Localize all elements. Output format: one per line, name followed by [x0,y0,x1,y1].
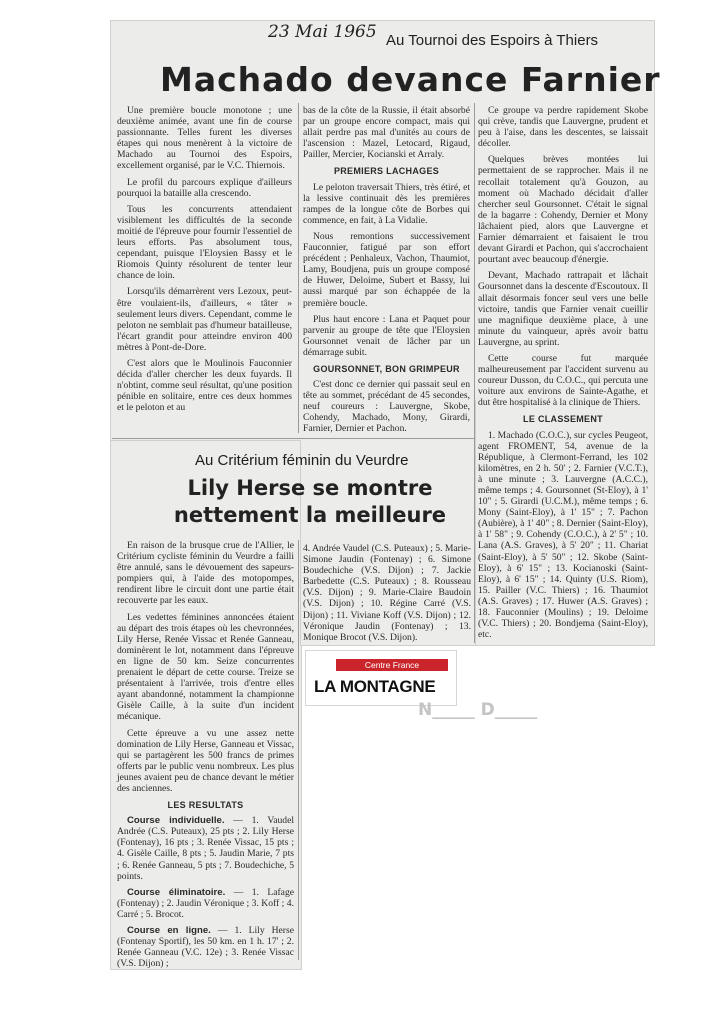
paragraph: Nous remontions successivement Fauconnier, fatigué par son effort précédent ; Penhaleux, Vachon, Thaumiot, Lamy, Boudjena, puis un groupe composé de Huwer, Deloime, Subert et Bassy, lui aussi marqué par son échappée de la première boucle. [303,230,470,309]
column-rule [298,540,299,960]
logo-band: Centre France [336,659,448,671]
subheading-goursonnet: GOURSONNET, BON GRIMPEUR [313,363,460,374]
la-montagne-logo [305,650,457,706]
article2-kicker: Au Critérium féminin du Veurdre [195,452,409,469]
subheading-resultats: LES RESULTATS [167,800,244,811]
paragraph: Ce groupe va perdre rapidement Skobe qui crève, tandis que Lauvergne, prudent et peu à l'aise, dans les descentes, se laissait décoller. [478,105,648,150]
result-label: Course éliminatoire. [127,886,226,898]
handwritten-date: 23 Mai 1965 [268,22,377,42]
column-rule [474,103,475,643]
result-label: Course individuelle. [127,815,225,827]
article2-column-1 [117,540,294,974]
paragraph: bas de la côte de la Russie, il était absorbé par un groupe encore compact, mais qui allait perdre pas mal d'unités au cours de l'ascension : Mazel, Letocard, Rigaud, Pailler, Mercier, Kocianski et Arraly. [303,105,470,161]
classement-results: 1. Machado (C.O.C.), sur cycles Peugeot, agent FROMENT, 54, avenue de la République, à Clermont-Ferrand, les 102 kilomètres, en 2 h. 50' ; 2. Farnier (V.C.T.), à une minute ; 3. Lauvergne (A.C.C.), même temps ; 4. Goursonnet (St-Eloy), à 1' 10" ; 5. Girardi (U.C.M.), même temps ; 6. Mony (Saint-Eloy), à 1' 15" ; 7. Pachon (Aubière), à 1' 40" ; 8. Dernier (Saint-Eloy), à 1' 58" ; 9. Cohendy (C.O.C.), à 2' 5" ; 10. Lana (A.S. Graves), à 5' 20" ; 11. Chariat (Saint-Eloy), à 5' 50" ; 12. Skobe (Saint-Eloy), à 6' 15" ; 13. Kocianoski (Saint-Eloy), à 6' 15" ; 14. Quinty (U.S. Riom), 15. Pailler (V.C. Thiers) ; 16. Thaumiot (A.S. Graves) ; 17. Huwer (A.S. Graves) ; 18. Fauconnier (Moulins) ; 19. Deloime (V.C. Thiers) ; 20. Bondjema (Saint-Eloy), etc. [478,429,648,641]
paragraph: Cette course fut marquée malheureusement par l'accident survenu au coureur Dusson, du C.O.C., qui percuta une voiture aux environs de Sainte-Agathe, et dut être hospitalisé à la clinique de Thiers. [478,352,648,409]
subheading-premiers-lachages: PREMIERS LACHAGES [333,166,440,177]
result-en-ligne [117,925,294,969]
article1-column-1 [117,105,292,418]
article1-column-3 [478,105,648,645]
paragraph: Devant, Machado rattrapait et lâchait Goursonnet dans la descente d'Escoutoux. Il allait désormais foncer seul vers une belle victoire, tandis que Farnier venait cueillir une magnifique deuxième place, à une minute du vainqueur, après avoir battu Lauvergne, au sprint. [478,270,648,348]
paragraph: Tous les concurrents attendaient visiblement les difficultés de la seconde moitié de l'épreuve pour fournir l'essentiel de leurs efforts. Pas absolument tous, cependant, puisque l'Eloysien Bassy et le Riomois Quinty résolurent de tenter leur chance de loin. [117,203,292,282]
article1-kicker: Au Tournoi des Espoirs à Thiers [386,32,599,49]
result-continued: 4. Andrée Vaudel (C.S. Puteaux) ; 5. Marie-Simone Jaudin (Fontenay) ; 6. Simone Boudechiche (V.S. Dijon) ; 7. Jackie Barbedette (C.S. Puteaux) ; 8. Rousseau (V.S. Dijon) ; 9. Marie-Claire Baudoin (V.S. Dijon) ; 10. Régine Carré (V.S. Dijon) ; 11. Viviane Koff (V.S. Dijon) ; 12. Véronique Jaudin (Fontenay) ; 13. Monique Brocot (V.S. Dijon). [303,543,471,643]
result-eliminatoire [117,887,294,920]
paragraph: En raison de la brusque crue de l'Allier, le Critérium cycliste féminin du Veurdre a failli être annulé, sans le dévouement des sapeurs-pompiers qui, à l'aide des motopompes, rendirent libre le circuit dont une partie était recouverte par les eaux. [117,540,294,607]
article2-headline-line1: Lily Herse se montre [187,476,433,500]
paragraph: Une première boucle monotone ; une deuxième animée, avant une fin de course passionnante. Telles furent les diverses étapes qui nous menèrent à la victoire de Machado au Tournoi des Espoirs, excellement organisé, par le V.C. Thiernois. [117,105,292,172]
paragraph: C'est alors que le Moulinois Fauconnier décida d'aller chercher les deux fuyards. Il n'obtint, comme seul résultat, qu'une position pénible en solitaire, entre ces deux hommes et le peloton et au [117,357,292,414]
paragraph: Les vedettes féminines annoncées étaient au départ des trois étapes où les chevronnées, Lily Herse, Renée Vissac et Renée Ganneau, dominèrent le lot, notamment dans l'épreuve en ligne de 50 km. Seize concurrentes prenaient le départ de cette course. Treize se présentaient à l'arrivée, trois d'entre elles ayant abandonné, notamment la championne Gisèle Caille, à la suite d'un incident mécanique. [117,611,294,723]
article2-headline [165,475,455,529]
result-label: Course en ligne. [127,925,211,936]
article1-headline: Machado devance Farnier [160,60,661,99]
paragraph: Le profil du parcours explique d'ailleurs pourquoi la bataille alla crescendo. [117,176,292,199]
paragraph: Plus haut encore : Lana et Paquet pour parvenir au groupe de tête que l'Eloysien Goursonnet venait de lâcher par un démarrage subit. [303,313,470,358]
paragraph: C'est donc ce dernier qui passait seul en tête au sommet, précédant de 45 secondes, neuf coureurs : Lauvergne, Skobe, Cohendy, Machado, Mony, Girardi, Farnier, Dernier et Pachon. [303,379,470,435]
bleed-through-text: N_____ D_____ [418,700,538,720]
paragraph: Le peloton traversait Thiers, très étiré, et la lessive continuait dès les premières rampes de la longue côte de Borbes qui commence, en fait, à La Vidalie. [303,181,470,226]
logo-name: LA MONTAGNE [314,677,436,696]
paragraph: Lorsqu'ils démarrèrent vers Lezoux, peut-être voulaient-ils, d'ailleurs, « tâter » seulement leurs divers. Cependant, comme le peloton ne semblait pas d'humeur batailleuse, l'écart grandit pour atteindre environ 400 mètres à Pont-de-Dore. [117,286,292,353]
article1-column-2 [303,105,470,440]
subheading-classement: LE CLASSEMENT [523,414,603,425]
result-text: — 1. Vaudel Andrée (C.S. Puteaux), 25 pts ; 2. Lily Herse (Fontenay), 16 pts ; 3. Renée Vissac, 15 pts ; 4. Gisèle Caille, 8 pts ; 5. Jaudin Marie, 7 pts ; 6. Renée Ganneau, 5 pts ; 7. Boudechiche, 5 points. [117,815,294,882]
result-text: — 1. Lafage (Fontenay) ; 2. Jaudin Véronique ; 3. Koff ; 4. Carré ; 5. Brocot. [117,886,294,920]
result-individuelle [117,815,294,882]
column-rule [298,103,299,433]
article2-column-2 [303,543,471,648]
result-text: — 1. Lily Herse (Fontenay Sportif), les 50 km. en 1 h. 17' ; 2. Renée Ganneau (V.C. 12e) ; 3. Renée Vissac (V.S. Dijon) ; [117,925,294,970]
article2-headline-line2: nettement la meilleure [173,503,447,527]
paragraph: Quelques brèves montées lui permettaient de se rapprocher. Mais il ne recollait totalement qu'à Gouzon, au moment où Machado décidait d'aller chercher seul Goursonnet. C'était le signal de la bagarre : Cohendy, Dernier et Mony lâchaient pied, alors que Lauvergne et Farnier démarraient et faisaient le trou devant Girardi et Pachon, qui s'accrochaient pourtant avec beaucoup d'énergie. [478,154,648,266]
paragraph: Cette épreuve a vu une assez nette domination de Lily Herse, Ganneau et Vissac, qui se partagèrent les 500 francs de primes offerts par le public venu nombreux. Les plus jeunes avaient peu de chance devant le métier des anciennes. [117,727,294,794]
